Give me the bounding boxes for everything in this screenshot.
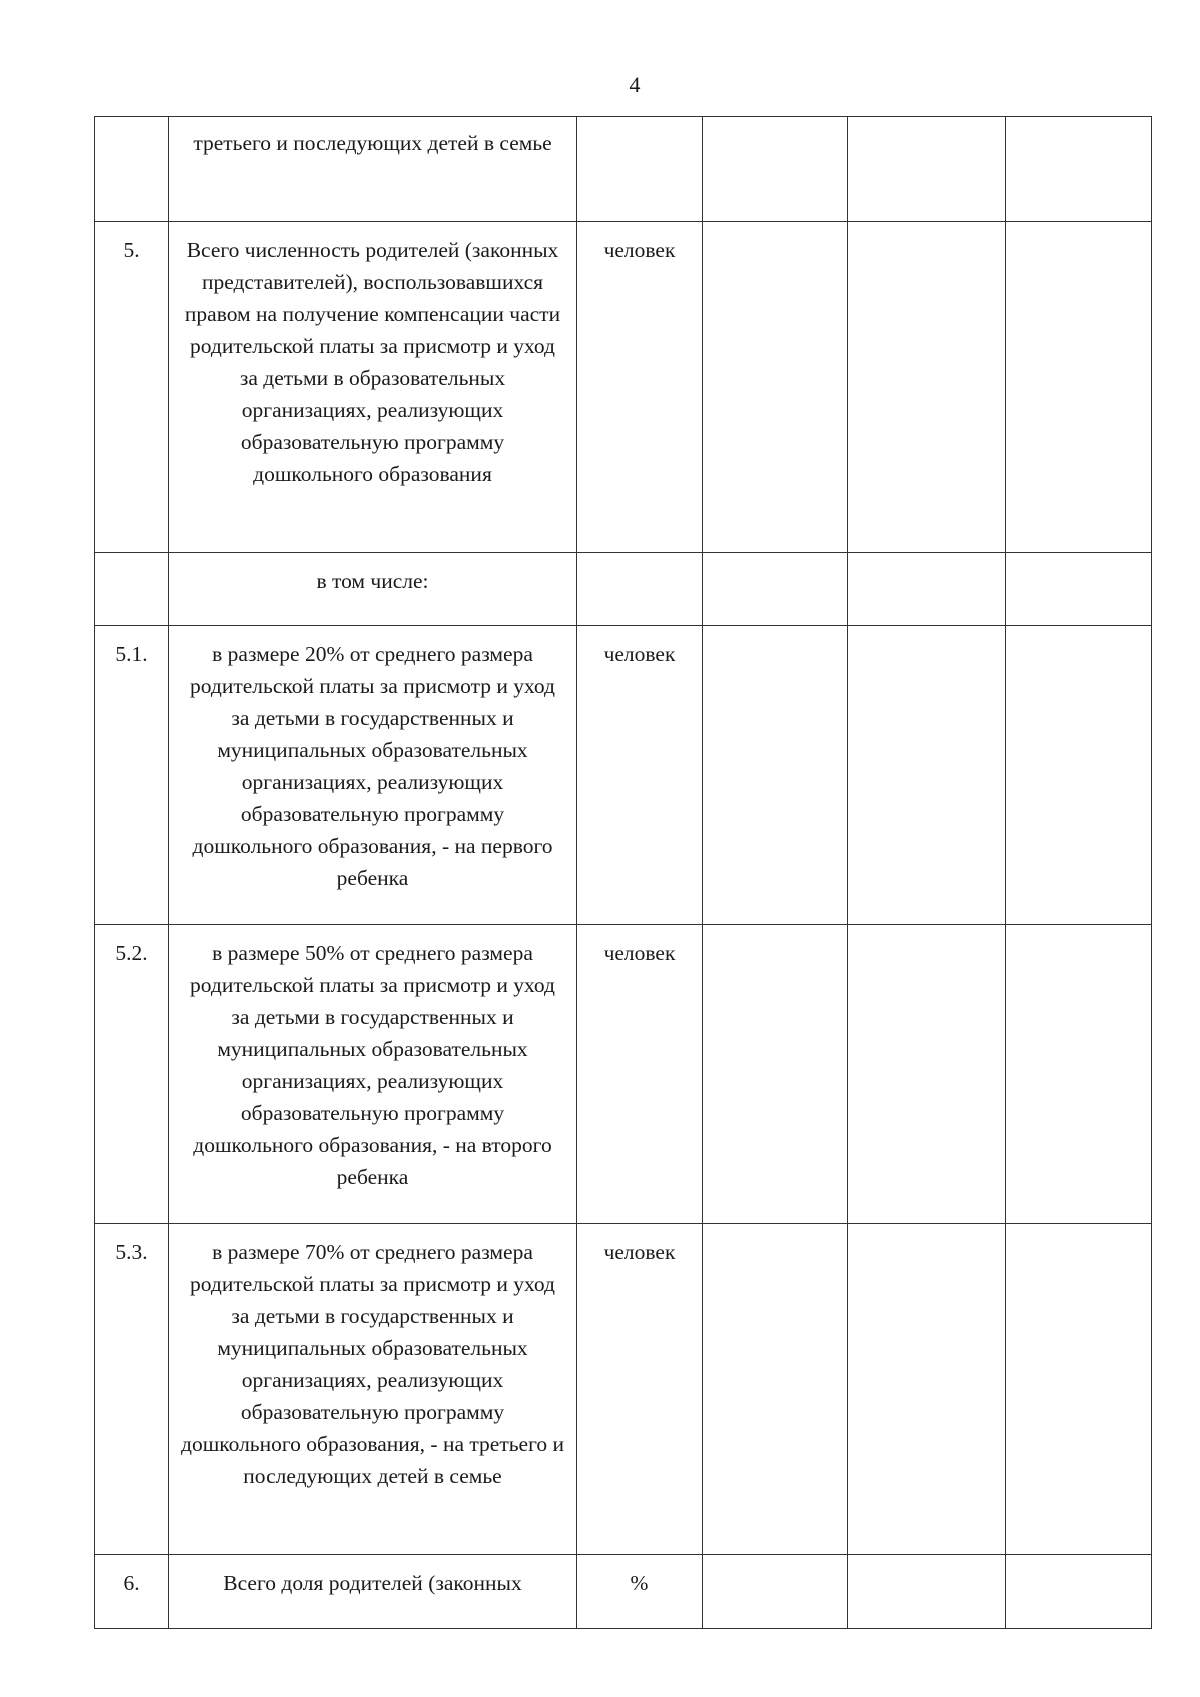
- description-cell: в том числе:: [169, 553, 577, 626]
- page-number: 4: [629, 72, 641, 97]
- value-cell: [703, 1224, 848, 1555]
- row-number-cell: 5.2.: [95, 925, 169, 1224]
- table-row: [95, 925, 1152, 1224]
- table-row: [95, 222, 1152, 553]
- value-cell: [1006, 1555, 1152, 1629]
- description-cell: Всего доля родителей (законных: [169, 1555, 577, 1629]
- value-cell: [1006, 1224, 1152, 1555]
- unit-cell: %: [577, 1555, 703, 1629]
- value-cell: [848, 626, 1006, 925]
- table-row: [95, 1555, 1152, 1629]
- unit-cell: человек: [577, 1224, 703, 1555]
- unit-cell: [577, 117, 703, 222]
- table-row: [95, 626, 1152, 925]
- unit-cell: человек: [577, 925, 703, 1224]
- row-number-cell: [95, 553, 169, 626]
- value-cell: [703, 117, 848, 222]
- value-cell: [1006, 925, 1152, 1224]
- value-cell: [848, 1555, 1006, 1629]
- value-cell: [1006, 222, 1152, 553]
- value-cell: [703, 553, 848, 626]
- row-number-cell: 5.3.: [95, 1224, 169, 1555]
- unit-cell: человек: [577, 626, 703, 925]
- report-table: [94, 116, 1152, 1629]
- row-number-cell: 6.: [95, 1555, 169, 1629]
- row-number-cell: 5.: [95, 222, 169, 553]
- value-cell: [1006, 117, 1152, 222]
- description-cell: в размере 70% от среднего размера родительской платы за присмотр и уход за детьми в государственных и муниципальных образовательных организациях, реализующих образовательную программу дошкольного образования, - на третьего и последующих детей в семье: [169, 1224, 577, 1555]
- description-cell: в размере 20% от среднего размера родительской платы за присмотр и уход за детьми в государственных и муниципальных образовательных организациях, реализующих образовательную программу дошкольного образования, - на первого ребенка: [169, 626, 577, 925]
- value-cell: [848, 222, 1006, 553]
- value-cell: [703, 925, 848, 1224]
- value-cell: [703, 626, 848, 925]
- value-cell: [1006, 553, 1152, 626]
- description-cell: третьего и последующих детей в семье: [169, 117, 577, 222]
- value-cell: [1006, 626, 1152, 925]
- table-row: [95, 117, 1152, 222]
- table-row: [95, 1224, 1152, 1555]
- description-cell: в размере 50% от среднего размера родительской платы за присмотр и уход за детьми в государственных и муниципальных образовательных организациях, реализующих образовательную программу дошкольного образования, - на второго ребенка: [169, 925, 577, 1224]
- unit-cell: [577, 553, 703, 626]
- description-cell: Всего численность родителей (законных представителей), воспользовавшихся правом на получение компенсации части родительской платы за присмотр и уход за детьми в образовательных организациях, реализующих образовательную программу дошкольного образования: [169, 222, 577, 553]
- value-cell: [848, 117, 1006, 222]
- row-number-cell: 5.1.: [95, 626, 169, 925]
- table-row: [95, 553, 1152, 626]
- row-number-cell: [95, 117, 169, 222]
- value-cell: [848, 925, 1006, 1224]
- value-cell: [703, 222, 848, 553]
- value-cell: [703, 1555, 848, 1629]
- value-cell: [848, 553, 1006, 626]
- value-cell: [848, 1224, 1006, 1555]
- unit-cell: человек: [577, 222, 703, 553]
